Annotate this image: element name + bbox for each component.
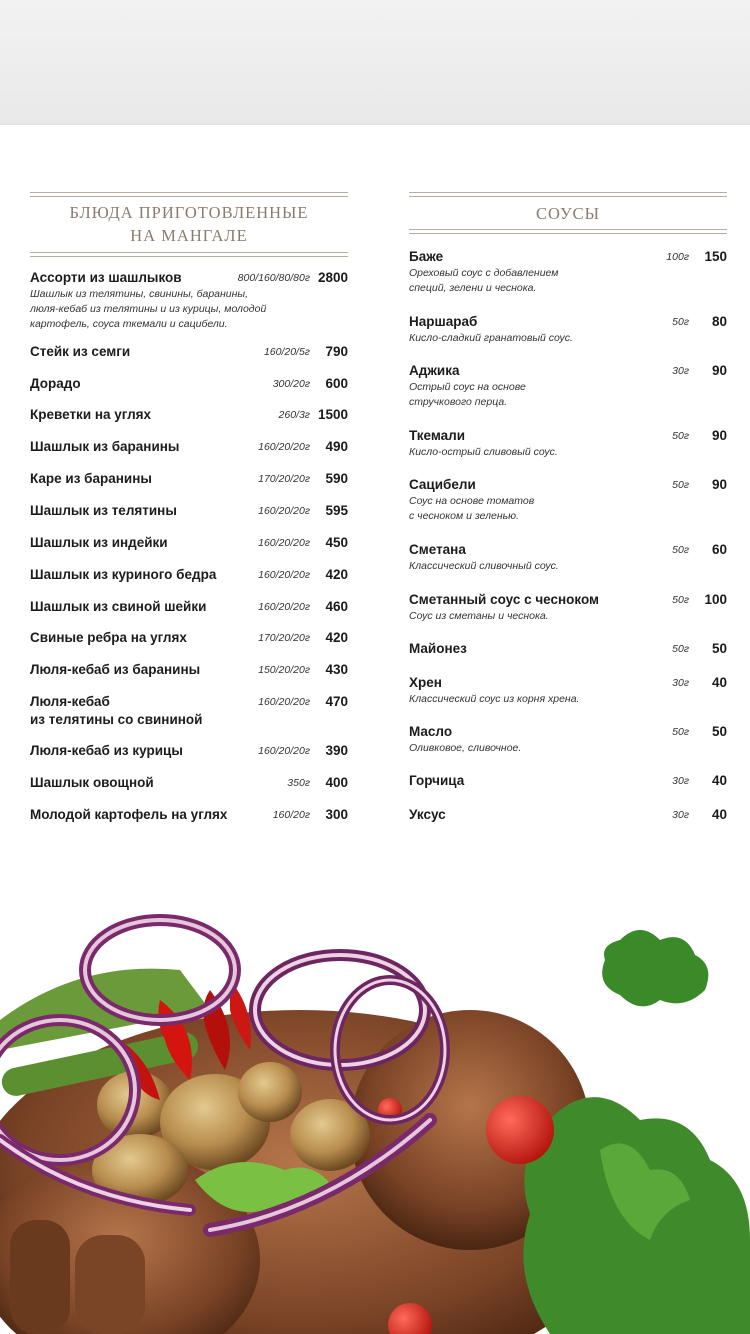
item-weight: 160/20/20г (258, 569, 310, 581)
menu-item: Шашлык из баранины 160/20/20г 490 (30, 439, 348, 454)
menu-item: Стейк из семги 160/20/5г 790 (30, 344, 348, 359)
item-weight: 170/20/20г (258, 632, 310, 644)
item-price: 2800 (317, 270, 348, 285)
item-price: 470 (325, 694, 348, 709)
grilled-meat-platter-image (0, 900, 750, 1334)
item-weight: 160/20/20г (258, 441, 310, 453)
item-price: 40 (711, 773, 727, 788)
menu-item: Сметанный соус с чесноком Соус из сметаны и чеснока. 50г 100 (409, 592, 727, 622)
menu-item: Люля-кебаб из баранины 150/20/20г 430 (30, 662, 348, 677)
item-price: 400 (325, 775, 348, 790)
item-weight: 50г (672, 643, 689, 655)
item-price: 40 (711, 675, 727, 690)
item-weight: 260/3г (278, 409, 310, 421)
item-price: 90 (711, 428, 727, 443)
item-weight: 160/20/20г (258, 601, 310, 613)
item-weight: 50г (672, 544, 689, 556)
top-bar (0, 0, 750, 125)
item-weight: 150/20/20г (258, 664, 310, 676)
menu-item: Каре из баранины 170/20/20г 590 (30, 471, 348, 486)
menu-item: Ассорти из шашлыков Шашлык из телятины, свинины, баранины, люля-кебаб из телятины и из курицы, молодой картофель, соуса ткемали и сацибели. 800/160/80/80г 2800 (30, 270, 348, 330)
item-weight: 160/20/20г (258, 745, 310, 757)
item-weight: 170/20/20г (258, 473, 310, 485)
menu-item: Хрен Классический соус из корня хрена. 30г 40 (409, 675, 727, 705)
grill-title-line2: НА МАНГАЛЕ (130, 226, 248, 245)
item-weight: 50г (672, 430, 689, 442)
sauces-title: СОУСЫ (535, 204, 601, 223)
parsley-icon (602, 930, 708, 1006)
menu-item: Молодой картофель на углях 160/20г 300 (30, 807, 348, 822)
menu-item: Уксус 30г 40 (409, 807, 727, 822)
item-price: 50 (711, 724, 727, 739)
item-weight: 50г (672, 479, 689, 491)
item-price: 450 (325, 535, 348, 550)
item-price: 790 (325, 344, 348, 359)
item-weight: 50г (672, 726, 689, 738)
item-weight: 30г (672, 809, 689, 821)
menu-item: Шашлык из индейки 160/20/20г 450 (30, 535, 348, 550)
item-price: 590 (325, 471, 348, 486)
sauces-heading (409, 202, 727, 225)
menu-item: Майонез 50г 50 (409, 641, 727, 656)
menu-item: Аджика Острый соус на основе стручкового перца. 30г 90 (409, 363, 727, 408)
grill-title-line1: БЛЮДА ПРИГОТОВЛЕННЫЕ (69, 203, 309, 222)
item-weight: 160/20/5г (263, 346, 310, 358)
menu-item: Наршараб Кисло-сладкий гранатовый соус. 50г 80 (409, 314, 727, 344)
item-weight: 30г (672, 775, 689, 787)
item-weight: 160/20/20г (258, 537, 310, 549)
menu-item: Люля-кебаб из курицы 160/20/20г 390 (30, 743, 348, 758)
menu-item: Шашлык из свиной шейки 160/20/20г 460 (30, 599, 348, 614)
item-price: 390 (325, 743, 348, 758)
menu-item: Дорадо 300/20г 600 (30, 376, 348, 391)
item-weight: 160/20/20г (258, 696, 310, 708)
heading-rule-top (409, 192, 727, 197)
menu-item: Сметана Классический сливочный соус. 50г 60 (409, 542, 727, 572)
item-price: 100 (704, 592, 727, 607)
item-price: 300 (325, 807, 348, 822)
item-weight: 800/160/80/80г (237, 272, 310, 284)
item-price: 420 (325, 567, 348, 582)
item-weight: 50г (672, 594, 689, 606)
item-weight: 50г (672, 316, 689, 328)
menu-item: Шашлык овощной 350г 400 (30, 775, 348, 790)
item-price: 40 (711, 807, 727, 822)
menu-item: Свиные ребра на углях 170/20/20г 420 (30, 630, 348, 645)
item-weight: 300/20г (272, 378, 310, 390)
item-price: 600 (325, 376, 348, 391)
item-weight: 160/20/20г (258, 505, 310, 517)
item-price: 490 (325, 439, 348, 454)
item-weight: 160/20г (272, 809, 310, 821)
item-price: 595 (325, 503, 348, 518)
item-weight: 30г (672, 677, 689, 689)
item-price: 90 (711, 363, 727, 378)
menu-item: Креветки на углях 260/3г 1500 (30, 407, 348, 422)
menu-item: Горчица 30г 40 (409, 773, 727, 788)
menu-item: Масло Оливковое, сливочное. 50г 50 (409, 724, 727, 754)
menu-item: Шашлык из куриного бедра 160/20/20г 420 (30, 567, 348, 582)
item-price: 60 (711, 542, 727, 557)
item-weight: 350г (287, 777, 310, 789)
item-weight: 100г (666, 251, 689, 263)
item-price: 1500 (317, 407, 348, 422)
item-price: 150 (704, 249, 727, 264)
menu-item: Люля-кебаб из телятины со свининой 160/20/20г 470 (30, 694, 348, 727)
menu-item: Ткемали Кисло-острый сливовый соус. 50г 90 (409, 428, 727, 458)
item-price: 460 (325, 599, 348, 614)
item-price: 90 (711, 477, 727, 492)
item-price: 50 (711, 641, 727, 656)
item-price: 420 (325, 630, 348, 645)
heading-rule-bottom (30, 252, 348, 257)
heading-rule-bottom (409, 229, 727, 234)
menu-item: Баже Ореховый соус с добавлением специй, зелени и чеснока. 100г 150 (409, 249, 727, 294)
item-price: 430 (325, 662, 348, 677)
item-weight: 30г (672, 365, 689, 377)
item-price: 80 (711, 314, 727, 329)
menu-item: Шашлык из телятины 160/20/20г 595 (30, 503, 348, 518)
menu-item: Сацибели Соус на основе томатов с чесноком и зеленью. 50г 90 (409, 477, 727, 522)
grill-heading (30, 201, 348, 247)
heading-rule-top (30, 192, 348, 197)
